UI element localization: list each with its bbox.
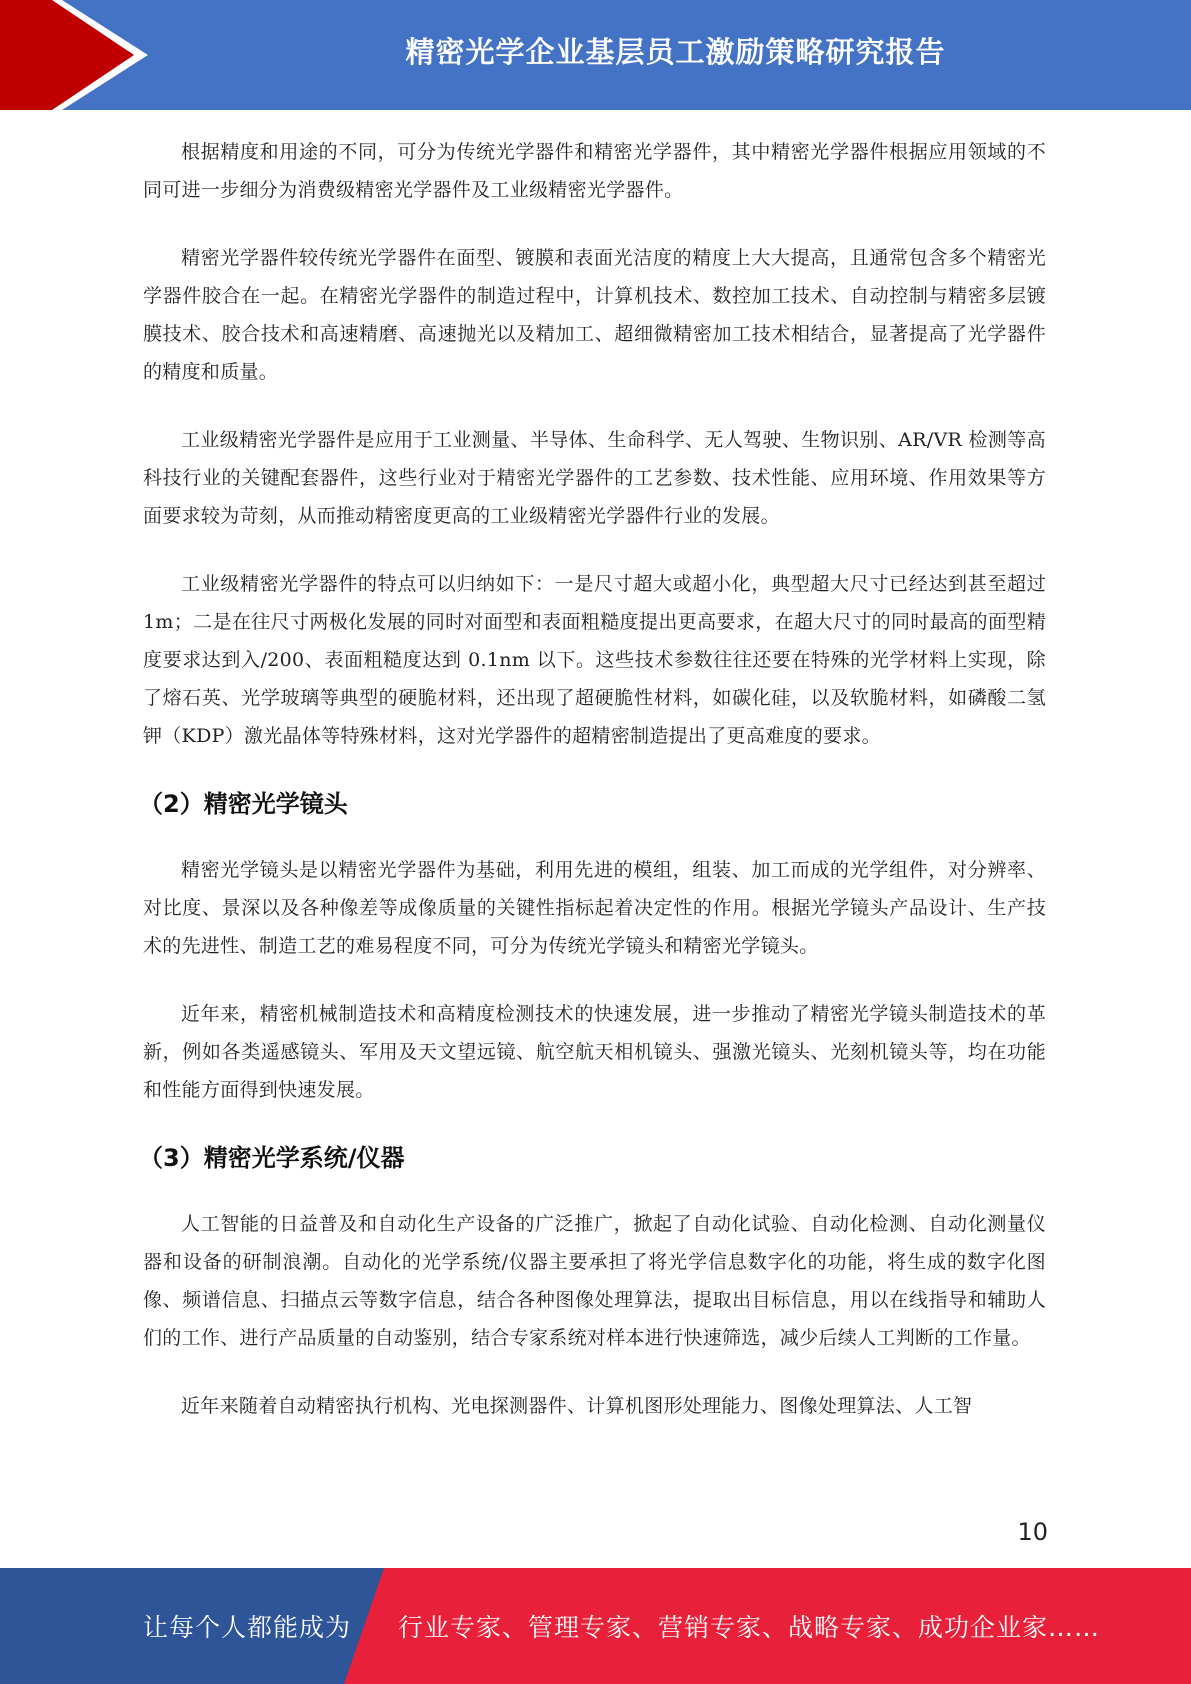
paragraph: 精密光学镜头是以精密光学器件为基础，利用先进的模组，组装、加工而成的光学组件，对分辨率、对比度、景深以及各种像差等成像质量的关键性指标起着决定性的作用。根据光学镜头产品设计、生产技术的先进性、制造工艺的难易程度不同，可分为传统光学镜头和精密光学镜头。 bbox=[143, 859, 1046, 957]
document-body bbox=[139, 133, 1046, 1455]
page-number: 10 bbox=[1017, 1518, 1048, 1546]
section-heading-system: （3）精密光学系统/仪器 bbox=[139, 1144, 405, 1172]
paragraph: 精密光学器件较传统光学器件在面型、镀膜和表面光洁度的精度上大大提高，且通常包含多个精密光学器件胶合在一起。在精密光学器件的制造过程中，计算机技术、数控加工技术、自动控制与精密多层镀膜技术、胶合技术和高速精磨、高速抛光以及精加工、超细微精密加工技术相结合，显著提高了光学器件的精度和质量。 bbox=[143, 247, 1046, 383]
paragraph: 人工智能的日益普及和自动化生产设备的广泛推广，掀起了自动化试验、自动化检测、自动化测量仪器和设备的研制浪潮。自动化的光学系统/仪器主要承担了将光学信息数字化的功能，将生成的数字化图像、频谱信息、扫描点云等数字信息，结合各种图像处理算法，提取出目标信息，用以在线指导和辅助人们的工作、进行产品质量的自动鉴别，结合专家系统对样本进行快速筛选，减少后续人工判断的工作量。 bbox=[143, 1213, 1046, 1349]
header-chevron-icon bbox=[0, 0, 160, 110]
paragraph: 工业级精密光学器件是应用于工业测量、半导体、生命科学、无人驾驶、生物识别、AR/VR 检测等高科技行业的关键配套器件，这些行业对于精密光学器件的工艺参数、技术性能、应用环境、作用效果等方面要求较为苛刻，从而推动精密度更高的工业级精密光学器件行业的发展。 bbox=[143, 429, 1046, 527]
footer-slogan-right: 行业专家、管理专家、营销专家、战略专家、成功企业家…… bbox=[398, 1613, 1101, 1642]
section-heading-lens: （2）精密光学镜头 bbox=[139, 790, 348, 818]
paragraph: 根据精度和用途的不同，可分为传统光学器件和精密光学器件，其中精密光学器件根据应用领域的不同可进一步细分为消费级精密光学器件及工业级精密光学器件。 bbox=[143, 141, 1046, 201]
header-title: 精密光学企业基层员工激励策略研究报告 bbox=[405, 34, 946, 69]
page-footer bbox=[0, 1568, 1191, 1684]
paragraph: 近年来随着自动精密执行机构、光电探测器件、计算机图形处理能力、图像处理算法、人工智 bbox=[181, 1395, 973, 1417]
footer-slogan-left: 让每个人都能成为 bbox=[143, 1613, 352, 1642]
page-header bbox=[0, 0, 1191, 110]
paragraph: 近年来，精密机械制造技术和高精度检测技术的快速发展，进一步推动了精密光学镜头制造技术的革新，例如各类遥感镜头、军用及天文望远镜、航空航天相机镜头、强激光镜头、光刻机镜头等，均在功能和性能方面得到快速发展。 bbox=[143, 1003, 1046, 1101]
paragraph: 工业级精密光学器件的特点可以归纳如下：一是尺寸超大或超小化，典型超大尺寸已经达到甚至超过 1m；二是在往尺寸两极化发展的同时对面型和表面粗糙度提出更高要求，在超大尺寸的同时最高的面型精度要求达到入/200、表面粗糙度达到 0.1nm 以下。这些技术参数往往还要在特殊的光学材料上实现，除了熔石英、光学玻璃等典型的硬脆材料，还出现了超硬脆性材料，如碳化硅，以及软脆材料，如磷酸二氢钾（KDP）激光晶体等特殊材料，这对光学器件的超精密制造提出了更高难度的要求。 bbox=[143, 573, 1046, 747]
